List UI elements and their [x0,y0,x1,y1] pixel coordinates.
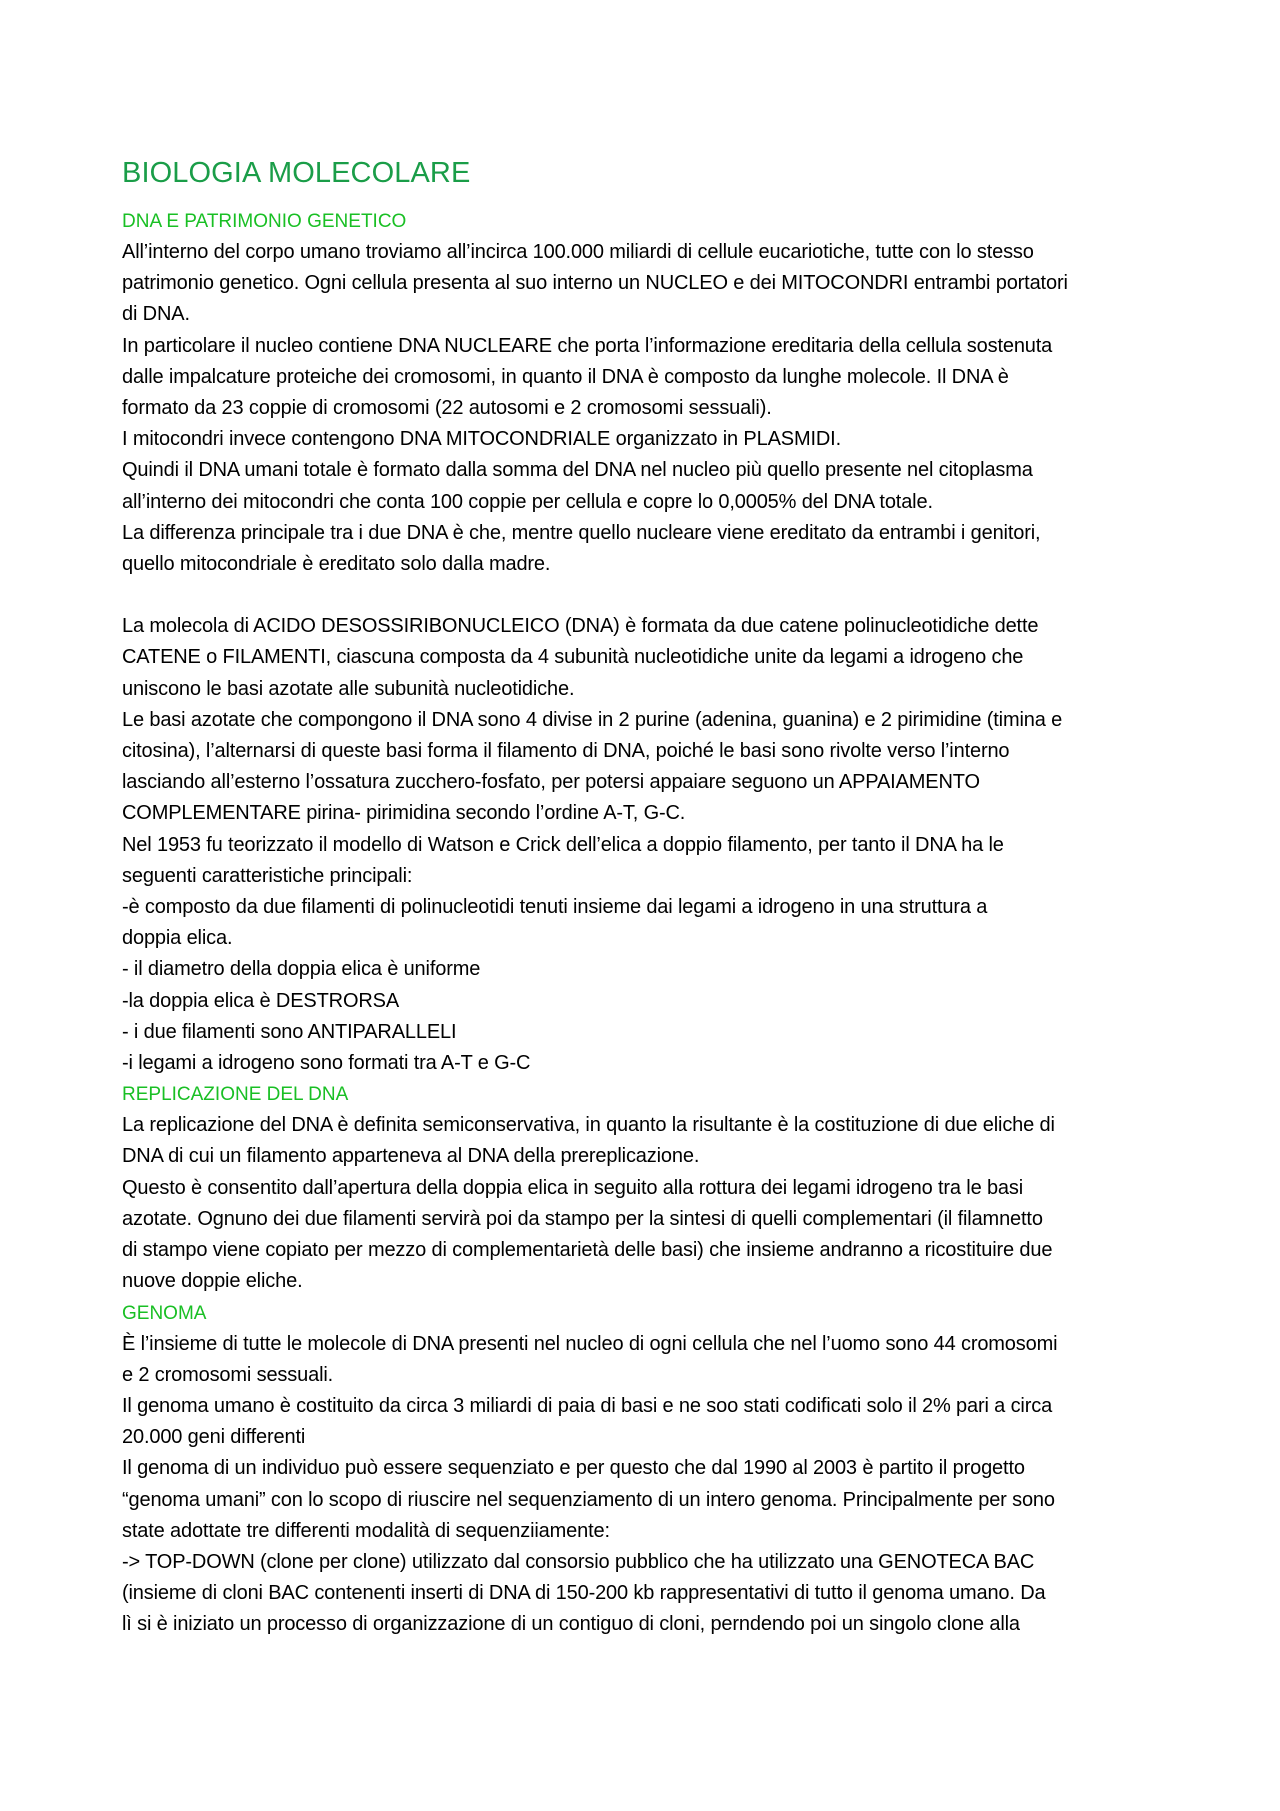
text-line: La differenza principale tra i due DNA è che, mentre quello nucleare viene ereditato da entrambi i genitori, [122,521,1041,544]
text-line: uniscono le basi azotate alle subunità nucleotidiche. [122,677,575,700]
text-line: all’interno dei mitocondri che conta 100 coppie per cellula e copre lo 0,0005% del DNA totale. [122,490,933,513]
text-line: “genoma umani” con lo scopo di riuscire nel sequenziamento di un intero genoma. Principalmente per sono [122,1488,1055,1511]
text-line: COMPLEMENTARE pirina- pirimidina secondo l’ordine A-T, G-C. [122,802,686,825]
text-line: citosina), l’alternarsi di queste basi forma il filamento di DNA, poiché le basi sono rivolte verso l’interno [122,740,1010,763]
text-line: La replicazione del DNA è definita semiconservativa, in quanto la risultante è la costituzione di due eliche di [122,1114,1055,1137]
text-line: Nel 1953 fu teorizzato il modello di Watson e Crick dell’elica a doppio filamento, per tanto il DNA ha le [122,833,1004,856]
section [122,1298,1172,1641]
document-page [122,155,1172,1641]
text-line: nuove doppie eliche. [122,1270,303,1293]
text-line: (insieme di cloni BAC contenenti inserti di DNA di 150-200 kb rappresentativi di tutto il genoma umano. Da [122,1582,1046,1605]
text-line: state adottate tre differenti modalità di sequenziiamente: [122,1519,610,1542]
section [122,206,1172,1079]
text-line: azotate. Ognuno dei due filamenti servirà poi da stampo per la sintesi di quelli complementari (il filamnetto [122,1207,1043,1230]
text-line: Quindi il DNA umani totale è formato dalla somma del DNA nel nucleo più quello presente nel citoplasma [122,459,1033,482]
text-line: È l’insieme di tutte le molecole di DNA presenti nel nucleo di ogni cellula che nel l’uomo sono 44 cromosomi [122,1332,1058,1355]
text-line: dalle impalcature proteiche dei cromosomi, in quanto il DNA è composto da lunghe molecole. Il DNA è [122,365,1009,388]
text-line: formato da 23 coppie di cromosomi (22 autosomi e 2 cromosomi sessuali). [122,397,772,420]
text-line: -i legami a idrogeno sono formati tra A-T e G-C [122,1052,531,1075]
text-line: -la doppia elica è DESTRORSA [122,989,400,1012]
text-line: e 2 cromosomi sessuali. [122,1363,334,1386]
text-line: DNA di cui un filamento apparteneva al DNA della prereplicazione. [122,1145,700,1168]
text-line: All’interno del corpo umano troviamo all’incirca 100.000 miliardi di cellule eucariotiche, tutte con lo stesso [122,241,1034,263]
section-heading: GENOMA [122,1302,207,1324]
section [122,1079,1172,1297]
blank-line [122,580,1172,611]
text-line: Il genoma umano è costituito da circa 3 miliardi di paia di basi e ne soo stati codificati solo il 2% pari a circa [122,1394,1053,1417]
document-title: BIOLOGIA MOLECOLARE [122,157,471,189]
text-line: Il genoma di un individuo può essere sequenziato e per questo che dal 1990 al 2003 è partito il progetto [122,1457,1025,1480]
text-line: di DNA. [122,303,190,326]
text-line: lì si è iniziato un processo di organizzazione di un contiguo di cloni, perndendo poi un singolo clone alla [122,1613,1020,1636]
text-line: - il diametro della doppia elica è uniforme [122,958,481,981]
text-line: In particolare il nucleo contiene DNA NUCLEARE che porta l’informazione ereditaria della cellula sostenuta [122,334,1053,357]
section-heading: REPLICAZIONE DEL DNA [122,1084,349,1106]
text-line: patrimonio genetico. Ogni cellula presenta al suo interno un NUCLEO e dei MITOCONDRI entrambi portatori [122,272,1068,295]
document-body [122,206,1172,1641]
text-line: doppia elica. [122,927,233,950]
text-line: lasciando all’esterno l’ossatura zucchero-fosfato, per potersi appaiare seguono un APPAIAMENTO [122,771,980,794]
section-heading: DNA E PATRIMONIO GENETICO [122,211,407,232]
text-line: quello mitocondriale è ereditato solo dalla madre. [122,553,551,576]
text-line: La molecola di ACIDO DESOSSIRIBONUCLEICO (DNA) è formata da due catene polinucleotidiche dette [122,615,1039,638]
text-line: Questo è consentito dall’apertura della doppia elica in seguito alla rottura dei legami idrogeno tra le basi [122,1176,1024,1199]
text-line: seguenti caratteristiche principali: [122,864,413,887]
text-line: 20.000 geni differenti [122,1426,306,1449]
text-line: -è composto da due filamenti di polinucleotidi tenuti insieme dai legami a idrogeno in una struttura a [122,896,988,919]
text-line: -> TOP-DOWN (clone per clone) utilizzato dal consorsio pubblico che ha utilizzato una GENOTECA BAC [122,1550,1035,1573]
text-line: Le basi azotate che compongono il DNA sono 4 divise in 2 purine (adenina, guanina) e 2 pirimidine (timina e [122,708,1063,731]
text-line: di stampo viene copiato per mezzo di complementarietà delle basi) che insieme andranno a ricostituire due [122,1239,1053,1262]
text-line: I mitocondri invece contengono DNA MITOCONDRIALE organizzato in PLASMIDI. [122,428,841,451]
text-line: - i due filamenti sono ANTIPARALLELI [122,1020,457,1043]
text-line: CATENE o FILAMENTI, ciascuna composta da 4 subunità nucleotidiche unite da legami a idrogeno che [122,646,1024,669]
